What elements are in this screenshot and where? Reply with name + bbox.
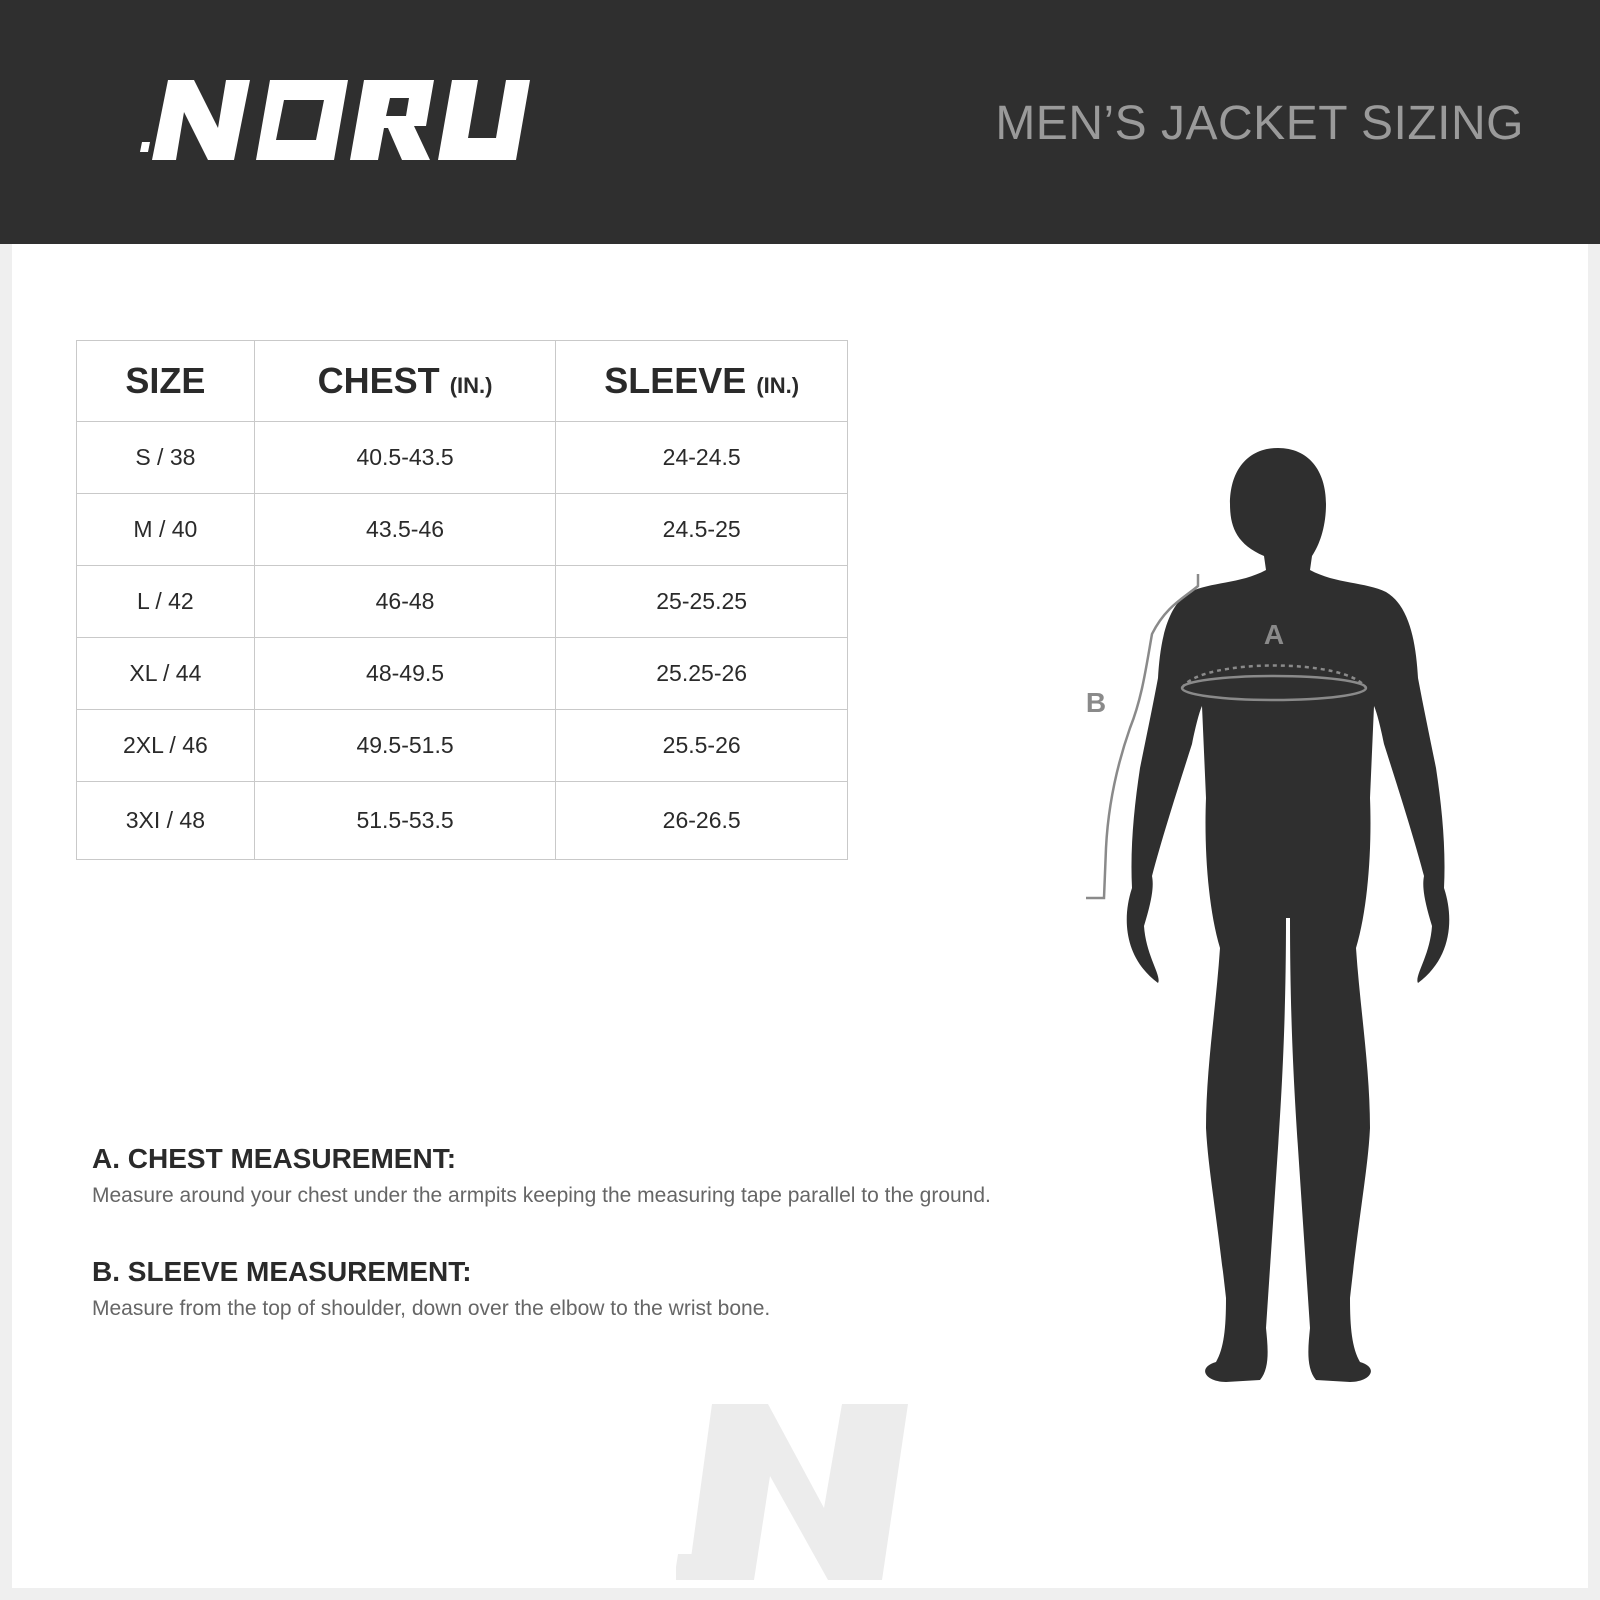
header-chest: CHEST (IN.) (254, 341, 556, 422)
chest-cell: 46-48 (254, 566, 556, 638)
header-size: SIZE (77, 341, 255, 422)
header-sleeve: SLEEVE (IN.) (556, 341, 848, 422)
size-cell: M / 40 (77, 494, 255, 566)
size-cell: 3XI / 48 (77, 782, 255, 860)
sleeve-measurement-title: B. SLEEVE MEASUREMENT: (92, 1256, 472, 1287)
table-row (77, 494, 848, 566)
table-row (77, 710, 848, 782)
table-row (77, 638, 848, 710)
chest-measurement-description: Measure around your chest under the armpits keeping the measuring tape parallel to the ground. (92, 1184, 991, 1207)
unit-label: (IN.) (756, 373, 800, 398)
body-silhouette-figure (1080, 448, 1480, 1408)
chest-cell: 51.5-53.5 (254, 782, 556, 860)
chest-label-a: A (1263, 619, 1285, 650)
size-cell: XL / 44 (77, 638, 255, 710)
chest-measurement-title: A. CHEST MEASUREMENT: (92, 1143, 457, 1174)
sleeve-cell: 25.5-26 (556, 710, 848, 782)
sleeve-cell: 25-25.25 (556, 566, 848, 638)
chest-cell: 48-49.5 (254, 638, 556, 710)
size-cell: S / 38 (77, 422, 255, 494)
unit-label: (IN.) (449, 373, 493, 398)
chest-cell: 40.5-43.5 (254, 422, 556, 494)
chest-cell: 49.5-51.5 (254, 710, 556, 782)
sleeve-label-b: B (1085, 687, 1107, 718)
noru-watermark-logo (676, 1404, 928, 1580)
header-bar (0, 0, 1600, 244)
sleeve-cell: 24-24.5 (556, 422, 848, 494)
chest-cell: 43.5-46 (254, 494, 556, 566)
size-cell: L / 42 (77, 566, 255, 638)
page-title: MEN’S JACKET SIZING (995, 97, 1524, 150)
sleeve-cell: 25.25-26 (556, 638, 848, 710)
size-cell: 2XL / 46 (77, 710, 255, 782)
noru-logo (138, 76, 530, 168)
sleeve-cell: 26-26.5 (556, 782, 848, 860)
table-row (77, 566, 848, 638)
body-silhouette (1127, 448, 1450, 1382)
sleeve-cell: 24.5-25 (556, 494, 848, 566)
table-header-row (77, 341, 848, 422)
sleeve-measurement-description: Measure from the top of shoulder, down over the elbow to the wrist bone. (92, 1297, 771, 1320)
table-row (77, 782, 848, 860)
table-row (77, 422, 848, 494)
size-table (76, 340, 848, 860)
